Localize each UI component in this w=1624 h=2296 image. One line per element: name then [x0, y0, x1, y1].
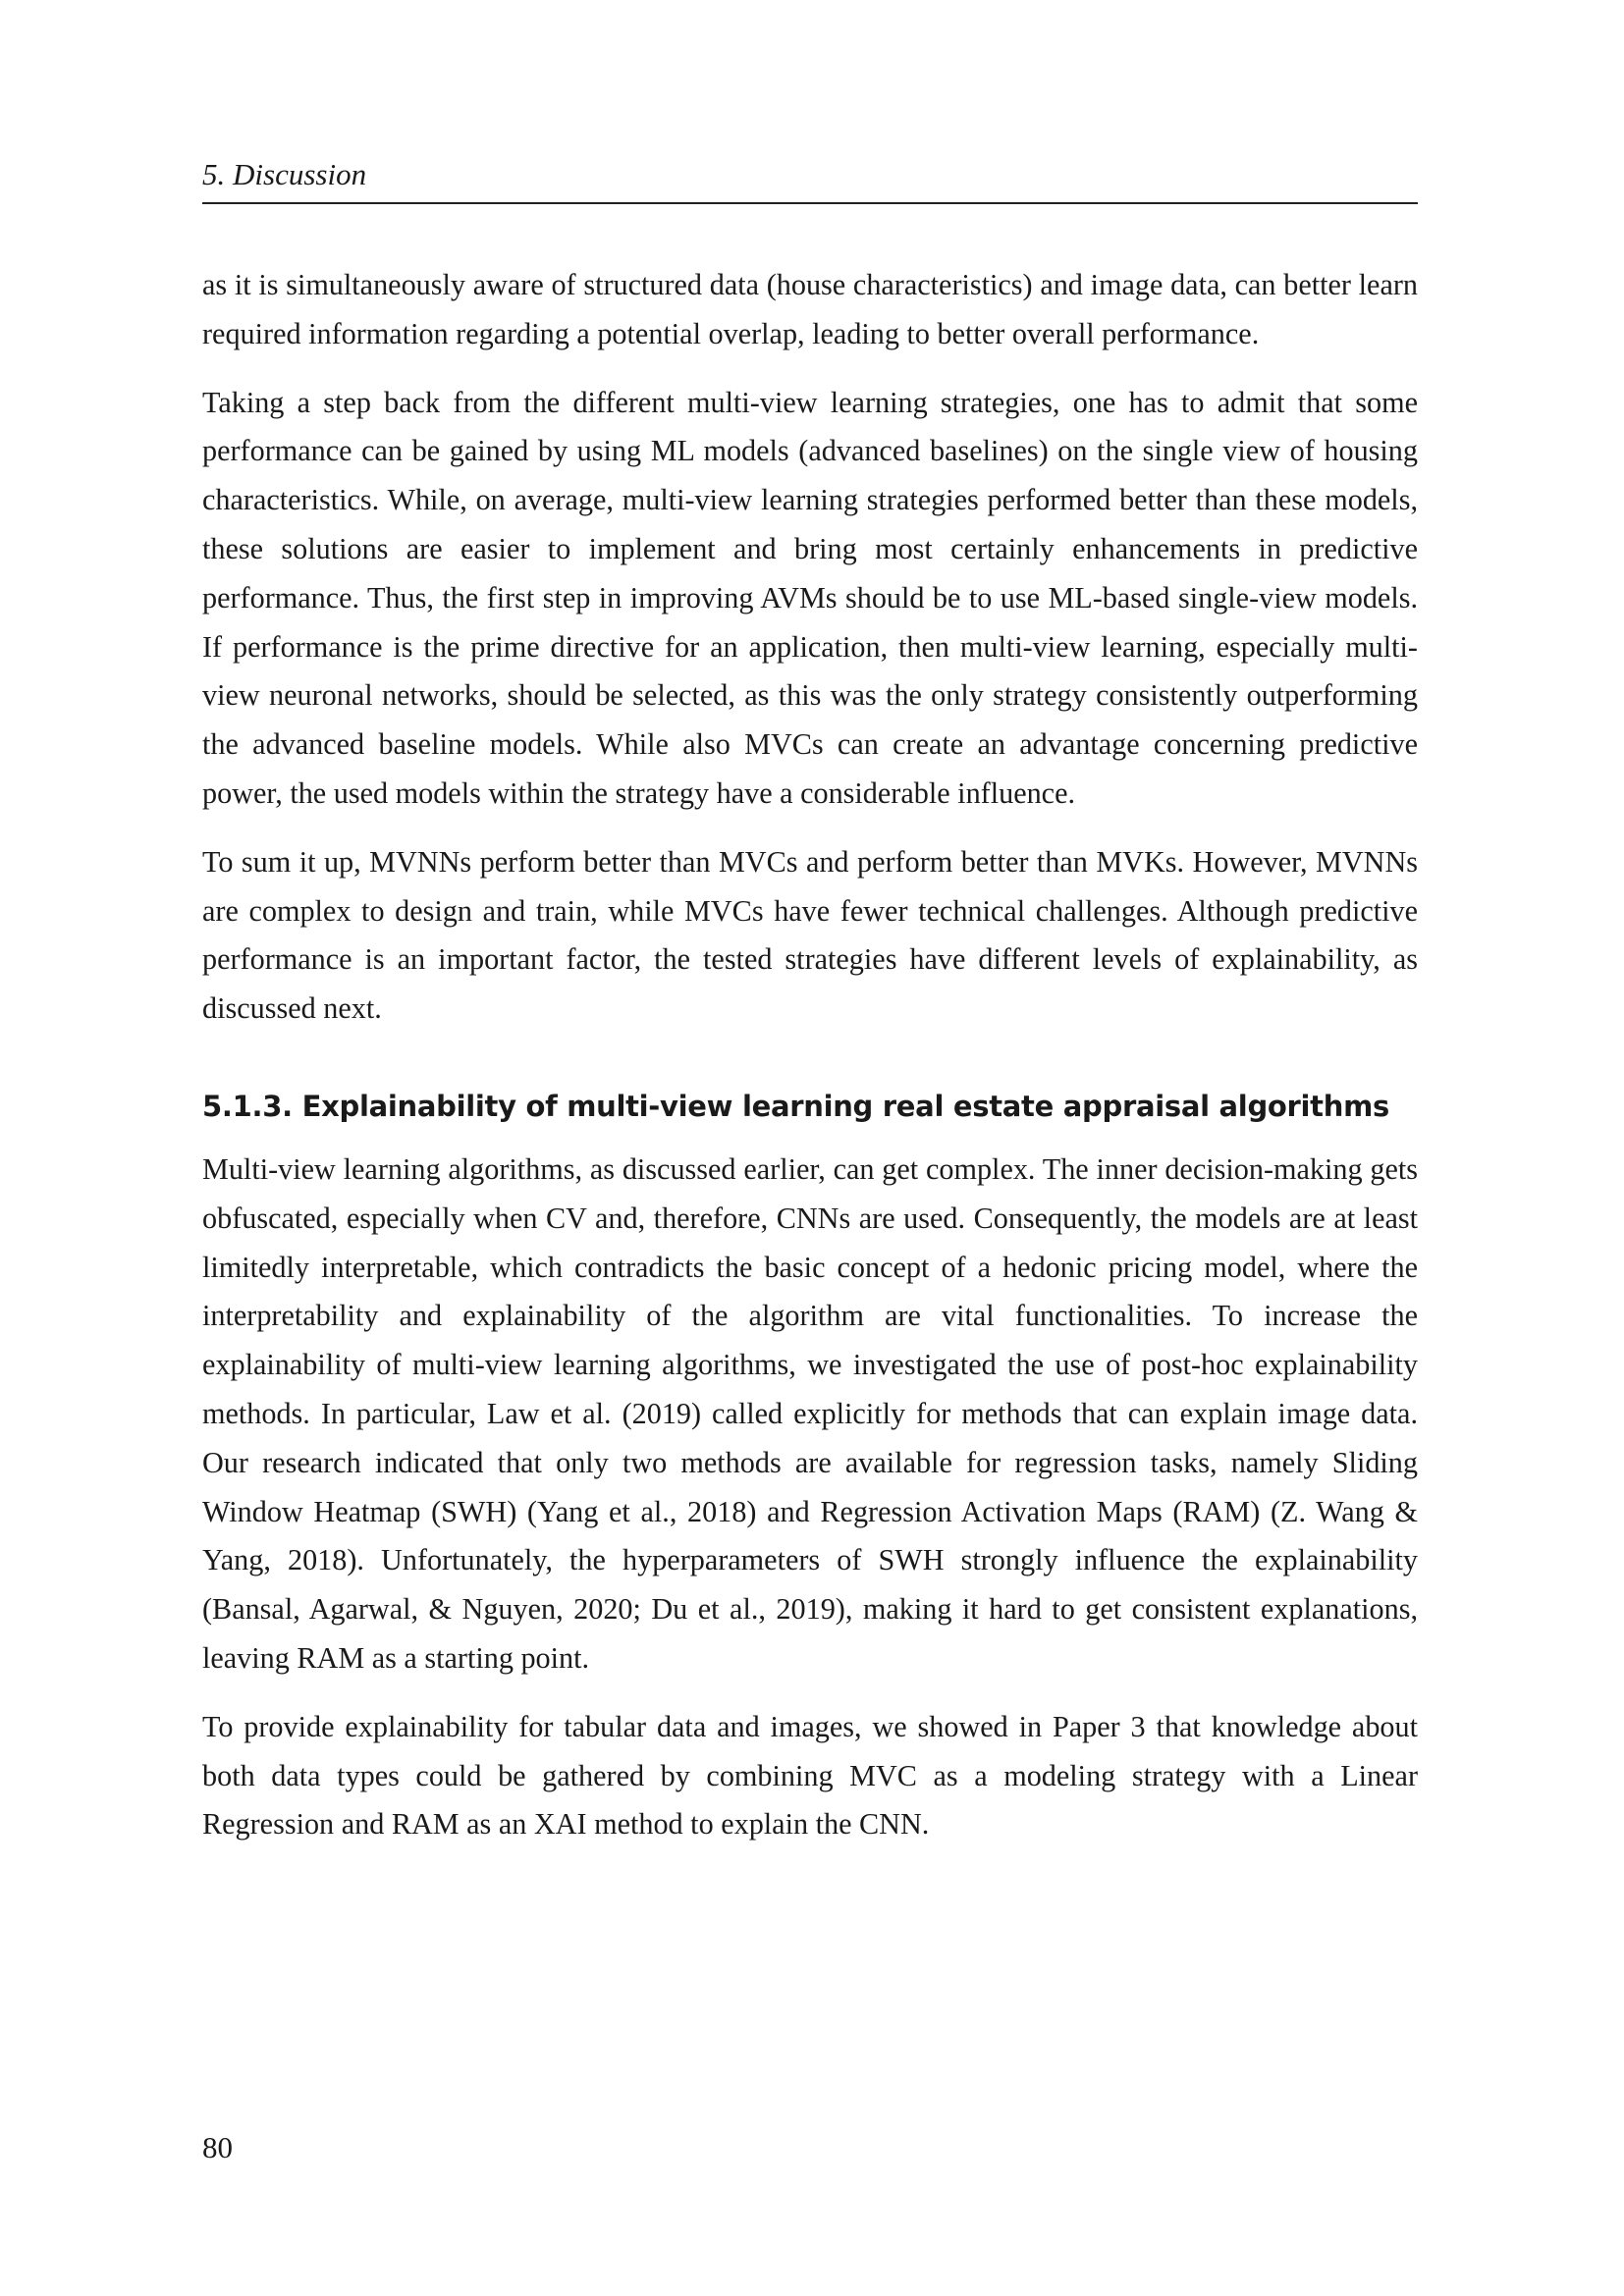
body-text [202, 261, 1418, 1869]
paragraph: Multi-view learning algorithms, as discussed earlier, can get complex. The inner decision-making gets obfuscated, especially when CV and, therefore, CNNs are used. Consequently, the models are at least limitedly interpretable, which contradicts the basic concept of a hedonic pricing model, where the interpretability and explainability of the algorithm are vital functionalities. To increase the explainability of multi-view learning algorithms, we investigated the use of post-hoc explainability methods. In particular, Law et al. (2019) called explicitly for methods that can explain image data. Our research indicated that only two methods are available for regression tasks, namely Sliding Window Heatmap (SWH) (Yang et al., 2018) and Regression Activation Maps (RAM) (Z. Wang & Yang, 2018). Unfortunately, the hyperparameters of SWH strongly influence the explainability (Bansal, Agarwal, & Nguyen, 2020; Du et al., 2019), making it hard to get consistent explanations, leaving RAM as a starting point. [202, 1151, 1418, 1675]
paragraph: as it is simultaneously aware of structured data (house characteristics) and image data, can better learn required information regarding a potential overlap, leading to better overall performance. [202, 268, 1418, 350]
paragraph: Taking a step back from the different multi-view learning strategies, one has to admit that some performance can be gained by using ML models (advanced baselines) on the single view of housing characteristics. While, on average, multi-view learning strategies performed better than these models, these solutions are easier to implement and bring most certainly enhancements in predictive performance. Thus, the first step in improving AVMs should be to use ML-based single-view models. If performance is the prime directive for an application, then multi-view learning, especially multi-view neuronal networks, should be selected, as this was the only strategy consistently outperforming the advanced baseline models. While also MVCs can create an advantage concerning predictive power, the used models within the strategy have a considerable influence. [202, 385, 1418, 810]
section-heading: 5.1.3. Explainability of multi-view learning real estate appraisal algorithms [202, 1089, 1389, 1123]
header-rule [202, 202, 1418, 204]
paragraph: To provide explainability for tabular data and images, we showed in Paper 3 that knowledge about both data types could be gathered by combining MVC as a modeling strategy with a Linear Regression and RAM as an XAI method to explain the CNN. [202, 1709, 1418, 1842]
running-head: 5. Discussion [202, 157, 367, 191]
paragraph: To sum it up, MVNNs perform better than MVCs and perform better than MVKs. However, MVNNs are complex to design and train, while MVCs have fewer technical challenges. Although predictive performance is an important factor, the tested strategies have different levels of explainability, as discussed next. [202, 844, 1418, 1026]
page-number: 80 [202, 2130, 233, 2164]
